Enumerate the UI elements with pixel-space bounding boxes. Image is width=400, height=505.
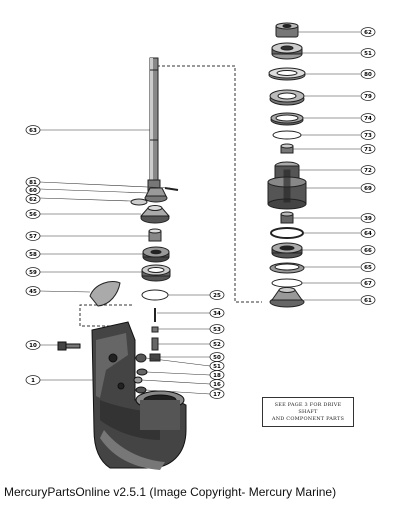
callout-71: [361, 145, 375, 154]
svg-text:53: 53: [213, 327, 221, 333]
callout-51b: [210, 362, 224, 371]
svg-text:79: 79: [364, 94, 372, 100]
callout-63: [26, 126, 40, 135]
callout-56: [26, 210, 40, 219]
callout-67: [361, 279, 375, 288]
callout-80: [361, 70, 375, 79]
part-gear-61: [270, 288, 304, 308]
part-washer-17: [136, 387, 146, 393]
svg-text:63: 63: [29, 128, 37, 134]
callout-64: [361, 229, 375, 238]
callout-1: [26, 376, 40, 385]
part-bolt-10: [58, 342, 80, 350]
part-washer-18: [137, 369, 147, 375]
part-oring-25: [142, 290, 168, 300]
svg-text:69: 69: [364, 186, 372, 192]
callout-51: [361, 49, 375, 58]
callout-58: [26, 250, 40, 259]
callout-62b: [26, 195, 40, 204]
part-gasket-45: [90, 282, 120, 306]
callout-59: [26, 268, 40, 277]
part-race-79: [270, 90, 304, 105]
part-bearing-71: [281, 144, 293, 153]
callout-69: [361, 184, 375, 193]
svg-text:61: 61: [364, 298, 372, 304]
callout-10: [26, 341, 40, 350]
part-ring-65: [270, 263, 304, 273]
part-washer-16: [134, 377, 142, 383]
svg-text:80: 80: [364, 72, 372, 78]
svg-text:16: 16: [213, 382, 221, 388]
part-oring-73: [273, 131, 301, 139]
svg-text:57: 57: [29, 234, 37, 240]
part-race-59: [142, 265, 170, 281]
svg-text:39: 39: [364, 216, 372, 222]
part-bearing-58: [143, 247, 169, 262]
part-nut-62: [276, 23, 298, 37]
svg-text:52: 52: [213, 342, 221, 348]
svg-text:60: 60: [29, 188, 37, 194]
svg-text:25: 25: [213, 293, 221, 299]
callout-65: [361, 263, 375, 272]
svg-text:18: 18: [213, 373, 221, 379]
svg-text:74: 74: [364, 116, 372, 122]
callout-45: [26, 287, 40, 296]
callout-61: [361, 296, 375, 305]
svg-text:50: 50: [213, 355, 221, 361]
part-sleeve-53: [152, 327, 158, 332]
note-line-2: AND COMPONENT PARTS: [271, 416, 345, 422]
svg-text:81: 81: [29, 180, 37, 186]
callout-79: [361, 92, 375, 101]
reference-note-box: [262, 397, 354, 427]
callout-25: [210, 291, 224, 300]
part-bushing-39: [281, 212, 293, 223]
callout-72: [361, 166, 375, 175]
svg-text:34: 34: [213, 311, 221, 317]
callout-50: [210, 353, 224, 362]
svg-text:51: 51: [364, 51, 372, 57]
leader-lines: [40, 32, 360, 394]
callout-57: [26, 232, 40, 241]
callout-60: [26, 186, 40, 195]
part-ring-62b: [131, 199, 147, 205]
callout-52: [210, 340, 224, 349]
callout-39: [361, 214, 375, 223]
part-bushing-57: [149, 229, 161, 241]
callout-18: [210, 371, 224, 380]
callout-74: [361, 114, 375, 123]
callout-62: [361, 28, 375, 37]
svg-text:10: 10: [29, 343, 37, 349]
center-parts-stack: [90, 58, 178, 362]
part-bearing-66: [272, 243, 302, 258]
image-caption: MercuryPartsOnline v2.5.1 (Image Copyright- Mercury Marine): [4, 485, 337, 499]
part-pin-81: [165, 188, 178, 190]
note-line-1: SEE PAGE 3 FOR DRIVE SHAFT: [274, 402, 342, 415]
svg-text:67: 67: [364, 281, 372, 287]
svg-text:66: 66: [364, 248, 372, 254]
part-gear-56: [141, 206, 169, 224]
part-nut-51b: [136, 354, 146, 362]
callout-53: [210, 325, 224, 334]
part-ring-74: [271, 113, 303, 125]
right-parts-stack: [268, 23, 306, 307]
svg-text:64: 64: [364, 231, 372, 237]
small-washers: [134, 369, 147, 393]
svg-text:73: 73: [364, 133, 372, 139]
svg-text:59: 59: [29, 270, 37, 276]
svg-text:58: 58: [29, 252, 37, 258]
part-driveshaft-63: [148, 58, 160, 192]
svg-text:56: 56: [29, 212, 37, 218]
callout-16: [210, 380, 224, 389]
svg-text:65: 65: [364, 265, 372, 271]
callout-17: [210, 390, 224, 399]
svg-text:1: 1: [31, 378, 35, 384]
svg-text:45: 45: [29, 289, 37, 295]
part-housing-69: [268, 162, 306, 209]
svg-text:51: 51: [213, 364, 221, 370]
callout-labels: [26, 28, 375, 399]
callout-34: [210, 309, 224, 318]
svg-text:62: 62: [364, 30, 372, 36]
part-ring-80: [269, 68, 305, 80]
svg-text:62: 62: [29, 197, 37, 203]
svg-text:72: 72: [364, 168, 372, 174]
callout-73: [361, 131, 375, 140]
part-nut-50: [150, 354, 160, 361]
part-ring-67: [272, 279, 302, 287]
part-oring-64: [271, 228, 303, 238]
callout-66: [361, 246, 375, 255]
part-bearing-51: [272, 43, 302, 59]
part-pin-52: [152, 338, 158, 350]
svg-text:71: 71: [364, 147, 372, 153]
svg-text:17: 17: [213, 392, 221, 398]
